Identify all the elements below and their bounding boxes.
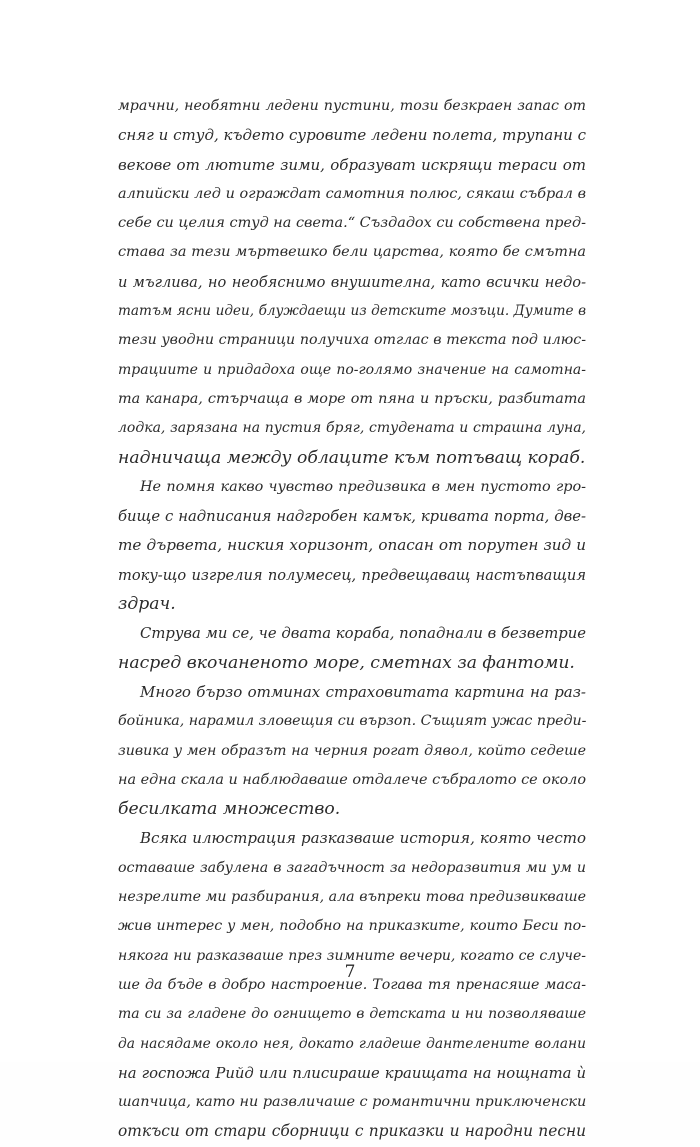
text-line: току-що изгрелия полумесец, предвещаващ настъпващия xyxy=(118,566,586,584)
text-line: себе си целия студ на света.“ Създадох си собствена пред- xyxy=(118,215,586,232)
text-line: надничаща между облаците към потъващ кораб. xyxy=(118,447,586,468)
text-line: Струва ми се, че двата кораба, попаднали в безветрие xyxy=(140,625,586,643)
text-line: някога ни разказваше през зимните вечери, когато се случе- xyxy=(118,947,586,964)
text-line: та си за гладене до огнището в детската и ни позволяваше xyxy=(118,1006,586,1023)
text-line: откъси от стари сборници с приказки и народни песни xyxy=(118,1122,586,1141)
text-line: Всяка илюстрация разказваше история, която често xyxy=(140,829,586,848)
text-line: на една скала и наблюдаваше отдалече събралото се около xyxy=(118,771,586,788)
text-line: векове от лютите зими, образуват искрящи тераси от xyxy=(118,155,586,174)
text-line: сняг и студ, където суровите ледени полета, трупани с xyxy=(118,126,586,145)
text-line: бойника, нарамил зловещия си вързоп. Същият ужас преди- xyxy=(118,713,587,730)
text-line: шапчица, като ни развличаше с романтични приключенски xyxy=(118,1094,587,1111)
text-line: оставаше забулена в загадъчност за недоразвития ми ум и xyxy=(118,859,586,876)
text-line: трациите и придадоха още по-голямо значение на самотна- xyxy=(118,361,586,378)
text-line: татъм ясни идеи, блуждаещи из детските мозъци. Думите в xyxy=(118,303,586,320)
text-line: здрач. xyxy=(118,594,176,615)
text-line: на госпожа Рийд или плисираше краищата на нощната ѝ xyxy=(118,1064,586,1082)
text-line: насред вкочаненото море, сметнах за фантоми. xyxy=(118,652,575,673)
text-line: бесилката множество. xyxy=(118,799,341,820)
text-line: бище с надписания надгробен камък, кривата порта, две- xyxy=(118,508,586,526)
text-line: и мъглива, но необяснимо внушителна, като всички недо- xyxy=(118,273,586,291)
text-line: та канара, стърчаща в море от пяна и пръски, разбитата xyxy=(118,390,586,407)
text-line: тези уводни страници получиха отглас в текста под илюс- xyxy=(118,332,586,349)
text-line: алпийски лед и ограждат самотния полюс, сякаш събрал в xyxy=(118,185,586,202)
text-line: жив интерес у мен, подобно на приказките, които Беси по- xyxy=(118,918,586,935)
text-line: незрелите ми разбирания, ала въпреки това предизвикваше xyxy=(118,889,586,906)
text-line: Не помня какво чувство предизвика в мен пустото гро- xyxy=(140,478,586,495)
text-line: мрачни, необятни ледени пустини, този безкраен запас от xyxy=(118,98,586,114)
text-line: лодка, зарязана на пустия бряг, студената и страшна луна, xyxy=(118,420,586,437)
body-text xyxy=(118,92,586,1147)
text-line: ше да бъде в добро настроение. Тогава тя пренасяше маса- xyxy=(118,976,586,993)
text-line: става за тези мъртвешко бели царства, която бе смътна xyxy=(118,244,586,261)
text-line: Много бързо отминах страховитата картина на раз- xyxy=(140,682,586,701)
text-line: те дървета, ниския хоризонт, опасан от порутен зид и xyxy=(118,536,586,555)
text-line: зивика у мен образът на черния рогат дявол, който седеше xyxy=(118,742,586,759)
page-number: 7 xyxy=(344,962,356,982)
text-line: да насядаме около нея, докато гладеше дантелените волани xyxy=(118,1035,586,1052)
